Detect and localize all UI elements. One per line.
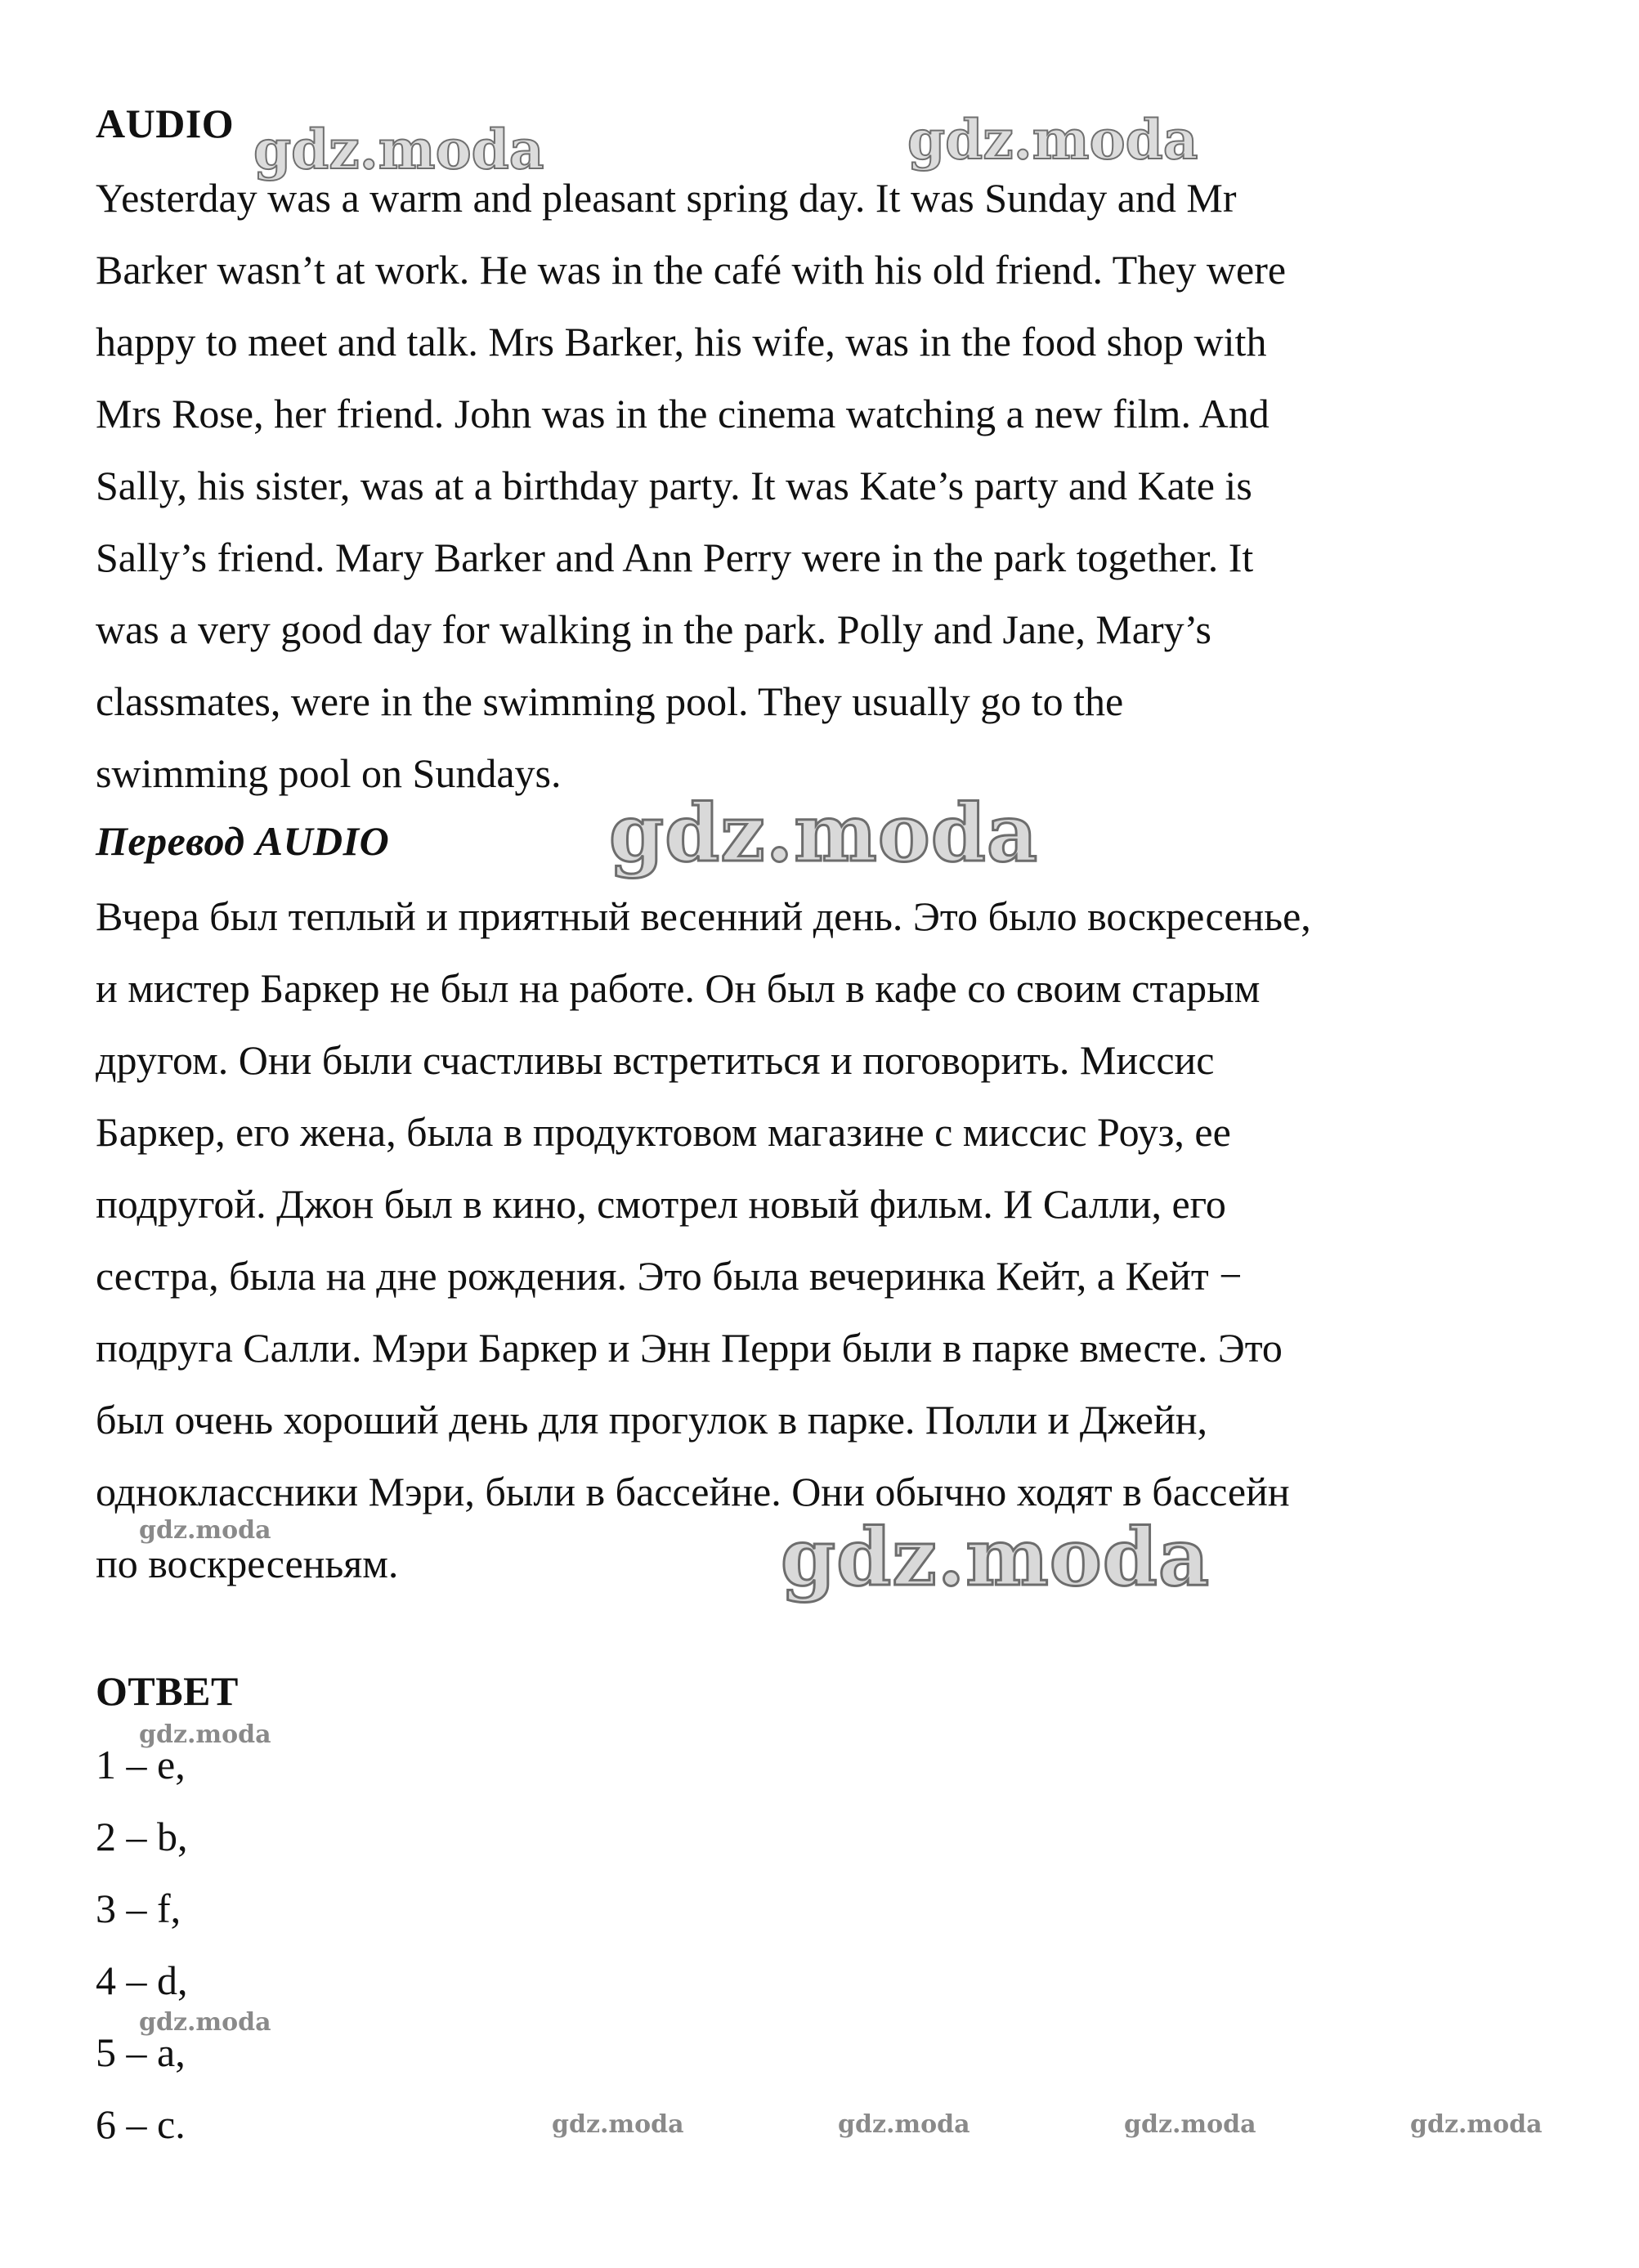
- watermark: gdz.moda: [838, 2110, 970, 2139]
- watermark: gdz.moda: [609, 787, 1039, 879]
- answer-item: 2 – b,: [96, 1814, 188, 1859]
- text-line: другом. Они были счастливы встретиться и поговорить. Миссис: [96, 1037, 1215, 1083]
- text-line: Mrs Rose, her friend. John was in the cinema watching a new film. And: [96, 391, 1270, 436]
- translation-text: [96, 880, 1567, 1604]
- text-line: Вчера был теплый и приятный весенний день. Это было воскресенье,: [96, 893, 1311, 939]
- text-line: swimming pool on Sundays.: [96, 750, 562, 796]
- text-line: Barker wasn’t at work. He was in the café with his old friend. They were: [96, 247, 1287, 293]
- text-line: Баркер, его жена, была в продуктовом магазине с миссис Роуз, ее: [96, 1109, 1231, 1155]
- audio-text: [96, 162, 1567, 809]
- answer-item: 5 – a,: [96, 2029, 186, 2075]
- watermark: gdz.moda: [907, 108, 1198, 172]
- text-line: подруга Салли. Мэри Баркер и Энн Перри были в парке вместе. Это: [96, 1325, 1283, 1371]
- answer-item: 3 – f,: [96, 1886, 181, 1931]
- answer-item: 4 – d,: [96, 1957, 188, 2003]
- text-line: Sally’s friend. Mary Barker and Ann Perry were in the park together. It: [96, 535, 1254, 580]
- watermark: gdz.moda: [781, 1511, 1211, 1604]
- watermark: gdz.moda: [1410, 2110, 1543, 2139]
- text-line: и мистер Баркер не был на работе. Он был в кафе со своим старым: [96, 965, 1261, 1011]
- text-line: подругой. Джон был в кино, смотрел новый фильм. И Салли, его: [96, 1181, 1226, 1227]
- text-line: был очень хороший день для прогулок в парке. Полли и Джейн,: [96, 1397, 1207, 1443]
- text-line: Yesterday was a warm and pleasant spring day. It was Sunday and Mr: [96, 175, 1237, 221]
- watermark: gdz.moda: [1124, 2110, 1256, 2139]
- answer-heading: ОТВЕТ: [96, 1668, 239, 1714]
- watermark: gdz.moda: [552, 2110, 684, 2139]
- watermark: gdz.moda: [139, 2008, 271, 2037]
- text-line: Sally, his sister, was at a birthday party. It was Kate’s party and Kate is: [96, 463, 1252, 508]
- text-line: classmates, were in the swimming pool. They usually go to the: [96, 678, 1124, 724]
- watermark: gdz.moda: [139, 1720, 271, 1749]
- watermark: gdz.moda: [139, 1516, 271, 1545]
- answer-item: 1 – e,: [96, 1742, 186, 1787]
- text-line: was a very good day for walking in the park. Polly and Jane, Mary’s: [96, 606, 1211, 652]
- text-line: по воскресеньям.: [96, 1541, 399, 1586]
- text-line: happy to meet and talk. Mrs Barker, his wife, was in the food shop with: [96, 319, 1267, 365]
- answer-item: 6 – c.: [96, 2101, 186, 2147]
- text-line: одноклассники Мэри, были в бассейне. Они обычно ходят в бассейн: [96, 1469, 1290, 1514]
- answer-list: [96, 1729, 188, 2160]
- text-line: сестра, была на дне рождения. Это была вечеринка Кейт, а Кейт −: [96, 1253, 1243, 1299]
- audio-heading: AUDIO: [96, 101, 235, 146]
- translation-heading: Перевод AUDIO: [96, 818, 390, 864]
- watermark: gdz.moda: [253, 118, 544, 181]
